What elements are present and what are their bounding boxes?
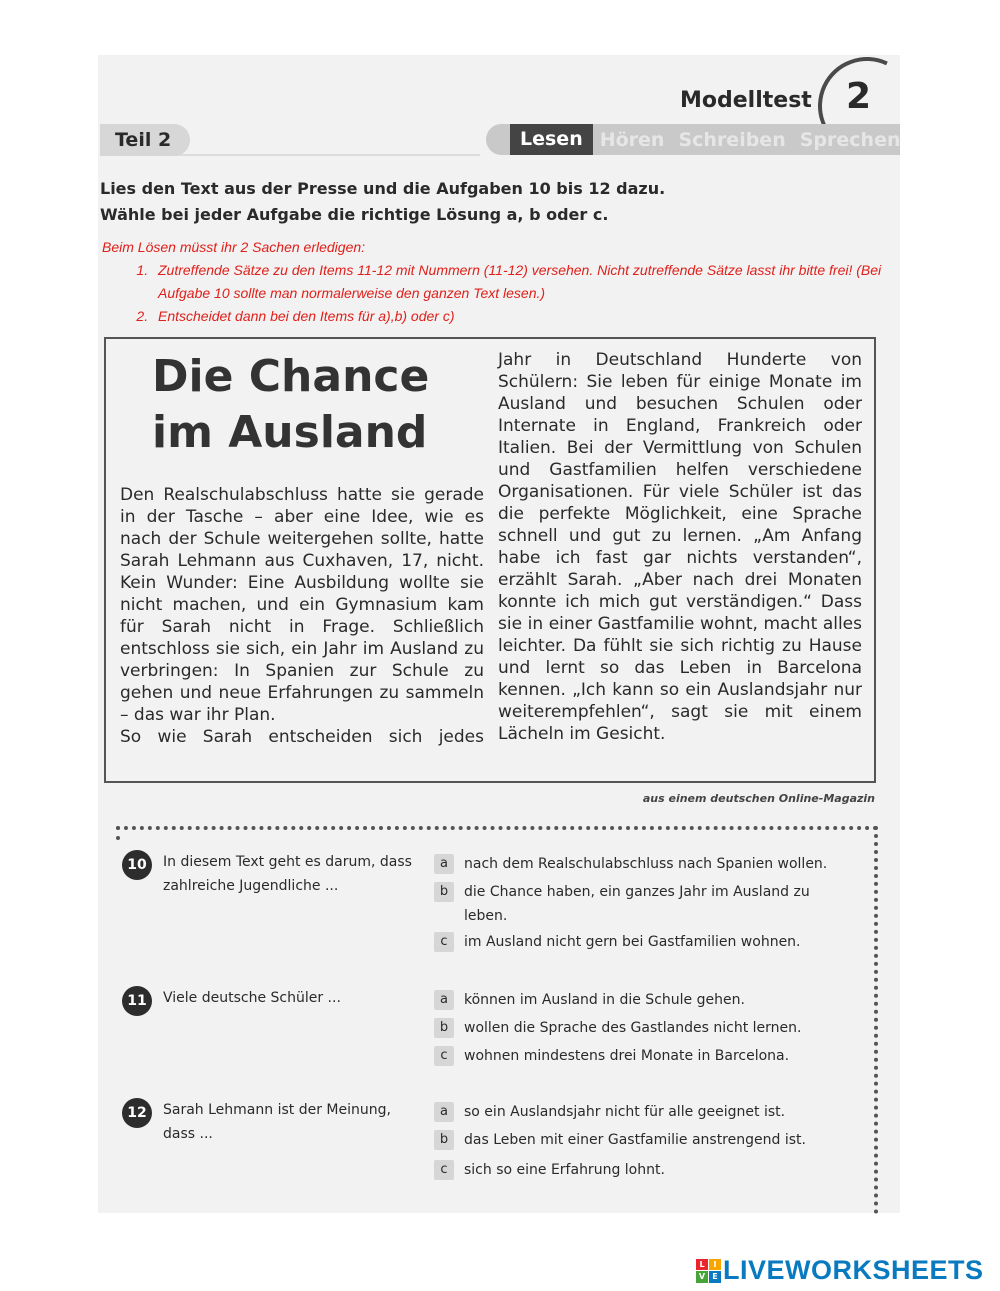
option-letter: b [434,1018,454,1038]
option-letter: b [434,882,454,902]
instruction-line-1: Lies den Text aus der Presse und die Aufgaben 10 bis 12 dazu. [100,179,666,198]
article-left-text: Den Realschulabschluss hatte sie gerade in der Tasche – aber eine Idee, wie es nach der Schule weitergehen sollte, hatte Sarah Lehmann aus Cuxhaven, 17, nicht. Kein Wunder: Eine Ausbildung wollte sie nicht machen, und ein Gymnasium kam für Sarah nicht in Frage. Schließlich entschloss sie sich, ein Jahr im Ausland zu verbringen: In Spanien zur Schule zu gehen und neue Erfahrungen zu sammeln – das war ihr Plan. [120,485,484,725]
teacher-notes [102,236,892,328]
option-text: nach dem Realschulabschluss nach Spanien wollen. [464,856,828,872]
option-text: wohnen mindestens drei Monate in Barcelona. [464,1048,790,1064]
liveworksheets-logo-icon: L I V E [696,1259,720,1283]
teacher-note-item: 1. Zutreffende Sätze zu den Items 11-12 mit Nummern (11-12) versehen. Nicht zutreffende Sätze lasst ihr bitte frei! (Bei Aufgabe 10 sollte man normalerweise den ganzen Text lesen.) [152,259,892,305]
liveworksheets-logo[interactable] [696,1255,984,1286]
modelltest-number: 2 [846,76,872,117]
question-number-badge: 10 [122,850,152,880]
option-text: im Ausland nicht gern bei Gastfamilien wohnen. [464,934,801,950]
article-right-column: Jahr in Deutschland Hunderte von Schülern: Sie leben für einige Monate im Ausland und besuchen Schulen oder Internate in England, Frankreich oder Italien. Bei der Vermittlung von Schulen und Gastfamilien helfen verschiedene Organisationen. Für viele Schüler ist das die perfekte Möglichkeit, eine Sprache schnell und gut zu lernen. „Am Anfang habe ich fast gar nichts verstanden“, erzählt Sarah. „Aber nach drei Monaten konnte ich mich gut verständigen.“ Dass sie in einer Gastfamilie wohnt, macht alles leichter. Da fühlt sie sich richtig zu Hause und lernt so das Leben in Barcelona kennen. „Ich kann so ein Auslandsjahr nur weiterempfehlen“, sagt sie mit einem Lächeln im Gesicht. [498,350,862,744]
teacher-note-item: 2. Entscheidet dann bei den Items für a),b) oder c) [152,305,892,328]
skill-lesen: Lesen [510,124,593,155]
option-text: sich so eine Erfahrung lohnt. [464,1162,665,1178]
option-text: wollen die Sprache des Gastlandes nicht lernen. [464,1020,802,1036]
option-text: das Leben mit einer Gastfamilie anstrengend ist. [464,1132,806,1148]
question-text: Sarah Lehmann ist der Meinung, dass ... [163,1102,391,1142]
teacher-notes-intro: Beim Lösen müsst ihr 2 Sachen erledigen: [102,239,366,255]
teil-label: Teil 2 [100,124,190,156]
teacher-notes-list [102,259,892,328]
option-letter: c [434,1160,454,1180]
skill-schreiben: Schreiben [678,128,786,151]
instruction-line-2: Wähle bei jeder Aufgabe die richtige Lösung a, b oder c. [100,205,609,224]
skill-sprechen: Sprechen [799,128,901,151]
option-text: können im Ausland in die Schule gehen. [464,992,745,1008]
option-letter: b [434,1130,454,1150]
option-letter: a [434,854,454,874]
skills-bar [486,124,900,155]
article-title-line-2: im Ausland [152,407,428,458]
option-text: die Chance haben, ein ganzes Jahr im Ausland zu leben. [464,884,810,924]
article-box [104,337,876,783]
question-text: In diesem Text geht es darum, dass zahlreiche Jugendliche ... [163,854,412,894]
modelltest-label: Modelltest [680,88,812,113]
article-left-text-end: So wie Sarah entscheiden sich jedes [120,727,484,747]
question-number-badge: 12 [122,1098,152,1128]
article-title [152,349,429,461]
option-letter: a [434,1102,454,1122]
liveworksheets-logo-text: LIVEWORKSHEETS [723,1255,984,1285]
question-text: Viele deutsche Schüler ... [163,990,341,1006]
option-letter: c [434,932,454,952]
skill-hoeren: Hören [599,128,665,151]
option-letter: a [434,990,454,1010]
option-text: so ein Auslandsjahr nicht für alle geeignet ist. [464,1104,786,1120]
task-instructions [100,176,665,228]
article-source: aus einem deutschen Online-Magazin [642,792,875,805]
article-title-line-1: Die Chance [152,351,430,402]
questions-border-left [116,826,120,840]
question-number-badge: 11 [122,986,152,1016]
article-left-column [120,484,484,748]
option-letter: c [434,1046,454,1066]
